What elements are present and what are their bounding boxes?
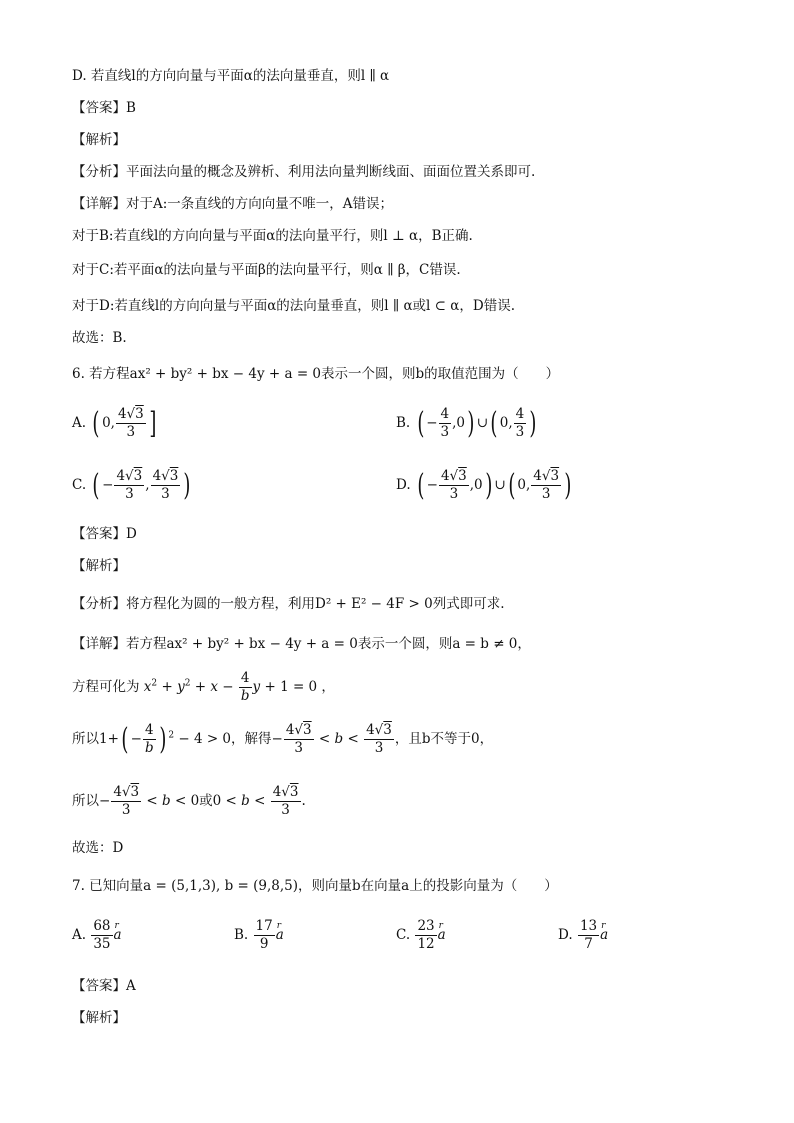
q7-option-b: B. $\frac{17}{9}$ r a <box>234 918 284 953</box>
answer-value: B <box>126 100 136 116</box>
q6-option-a: A. ( 0, $\frac{4√3}{3}$ ] <box>72 405 157 441</box>
q6-xiangjie-2: 方程可化为 $x^2 + y^2 + x$ − $\frac{4}{b}$ y + 1 = 0 ， <box>72 670 335 704</box>
q7-stem: 7. 已知向量a = (5,1,3), b = (9,8,5)，则向量b在向量a上的投影向量为（ ） <box>72 878 558 894</box>
q6-xiangjie-4: 所以− $\frac{4√3}{3}$ < b < 0或0 < b < $\frac{4√3}{3}$ . <box>72 784 306 818</box>
q5-fenxi: 【分析】平面法向量的概念及辨析、利用法向量判断线面、面面位置关系即可. <box>72 164 536 180</box>
option-label: B. <box>396 415 411 431</box>
analysis-tag: 【解析】 <box>72 558 126 574</box>
q7-option-a: A. $\frac{68}{35}$ r a <box>72 918 122 953</box>
analysis-tag: 【解析】 <box>72 1010 126 1026</box>
q7-answer-line <box>72 976 136 996</box>
q6-answer-line <box>72 524 137 544</box>
q7-option-c: C. $\frac{23}{12}$ r a <box>396 918 446 953</box>
answer-tag: 【答案】 <box>72 978 126 994</box>
q5-xiangjie-4: 对于D:若直线l的方向向量与平面α的法向量垂直，则l ∥ α或l ⊂ α，D错误. <box>72 298 516 314</box>
q5-option-d: D. 若直线l的方向向量与平面α的法向量垂直，则l ∥ α <box>72 68 390 84</box>
answer-value: D <box>126 526 137 542</box>
q5-answer-line <box>72 98 136 118</box>
option-label: C. <box>72 477 87 493</box>
q6-option-d: D. ( − $\frac{4√3}{3}$ ,0) ∪( 0, $\frac{4√3}{3}$ ) <box>396 467 572 503</box>
q6-xiangjie-3: 所以1+( − $\frac{4}{b}$ ) $^2$ − 4 > 0，解得− $\frac{4√3}{3}$ < b < $\frac{4√3}{3}$ ，且b不等于0， <box>72 721 494 757</box>
answer-tag: 【答案】 <box>72 526 126 542</box>
q6-stem: 6. 若方程ax² + by² + bx − 4y + a = 0表示一个圆，则b的取值范围为（ ） <box>72 366 560 382</box>
q6-option-c: C. ( − $\frac{4√3}{3}$ , $\frac{4√3}{3}$ ) <box>72 467 191 503</box>
q7-option-d: D. $\frac{13}{7}$ r a <box>558 918 608 953</box>
analysis-tag: 【解析】 <box>72 132 126 148</box>
q5-xiangjie-3: 对于C:若平面α的法向量与平面β的法向量平行，则α ∥ β，C错误. <box>72 262 461 278</box>
option-label: A. <box>72 415 87 431</box>
q6-option-b: B. ( − $\frac{4}{3}$ ,0) ∪( 0, $\frac{4}{3}$ ) <box>396 405 537 441</box>
option-label: D. <box>396 477 411 493</box>
answer-value: A <box>126 978 136 994</box>
q5-xiangjie-1: 【详解】对于A:一条直线的方向向量不唯一，A错误； <box>72 196 394 212</box>
q6-xiangjie-1: 【详解】若方程ax² + by² + bx − 4y + a = 0表示一个圆，则a = b ≠ 0， <box>72 636 531 652</box>
q5-xiangjie-2: 对于B:若直线l的方向向量与平面α的法向量平行，则l ⊥ α，B正确. <box>72 228 473 244</box>
q5-choose: 故选：B. <box>72 330 127 346</box>
q6-choose: 故选：D <box>72 840 124 856</box>
q6-fenxi: 【分析】将方程化为圆的一般方程，利用D² + E² − 4F > 0列式即可求. <box>72 596 505 612</box>
answer-tag: 【答案】 <box>72 100 126 116</box>
